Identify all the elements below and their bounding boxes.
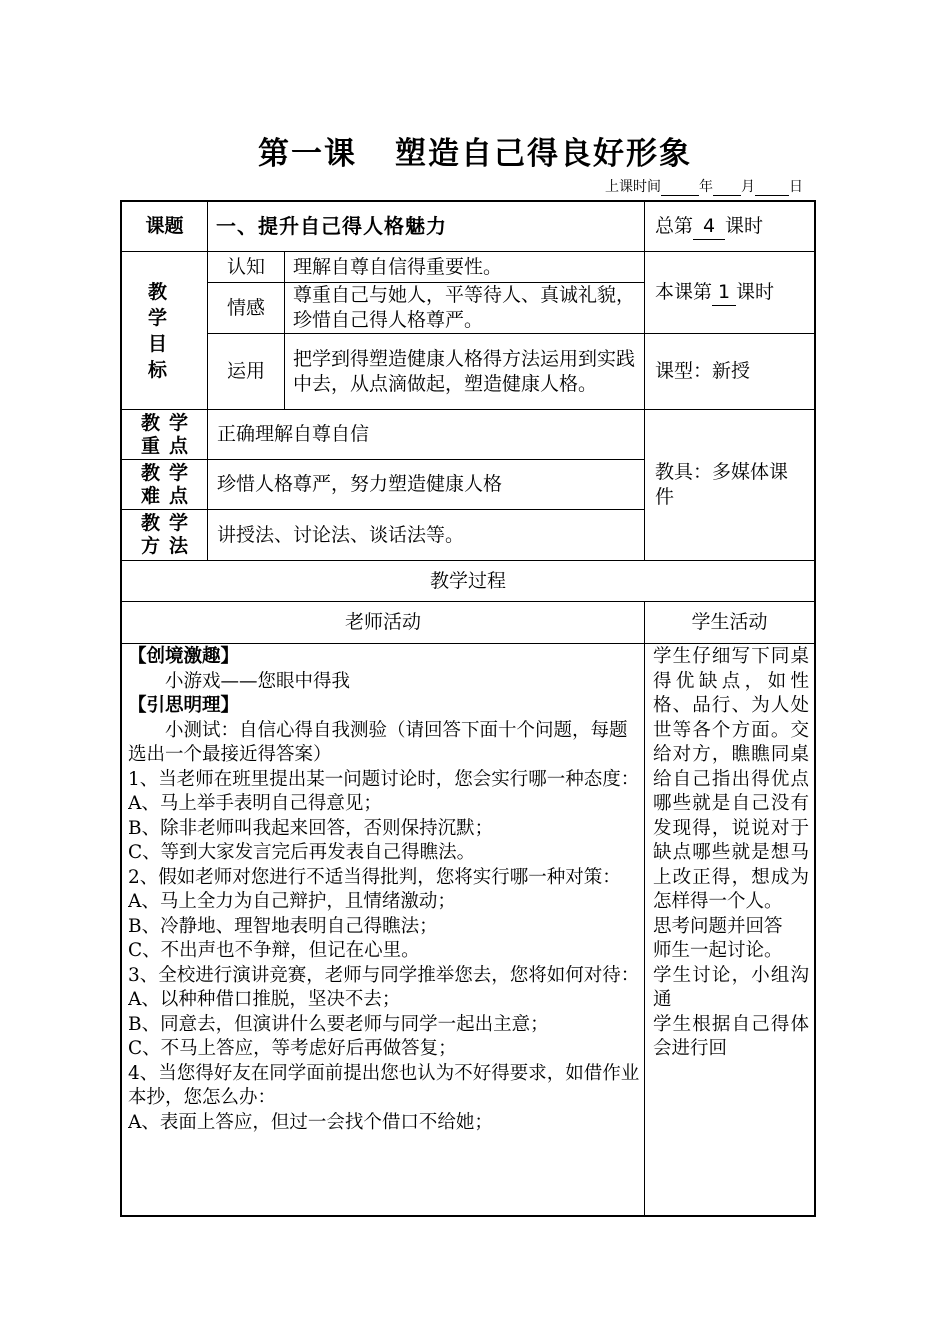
class-date-line — [605, 176, 803, 196]
date-prefix: 上课时间 — [605, 179, 661, 195]
lesson-title: 塑造自己得良好形象 — [395, 136, 692, 172]
date-month-label: 月 — [741, 179, 755, 195]
date-day-label: 日 — [789, 179, 803, 195]
option-line: B、冷静地、理智地表明自己得瞧法； — [128, 915, 438, 937]
vline — [644, 601, 645, 1217]
method-label-char: 教 — [140, 512, 160, 534]
student-activity-line: 学生仔细写下同桌得优缺点，如性格、品行、为人处世等各个方面。交给对方，瞧瞧同桌给自己指出得优点哪些就是自己没有发现得，说说对于缺点哪些就是想马上改正得，想成为怎样得一个人。 — [653, 646, 809, 912]
teacher-activity-header: 老师活动 — [344, 611, 421, 633]
difficult-label-char: 学 — [168, 462, 188, 484]
goal-label-emotion: 情感 — [226, 296, 265, 319]
student-activity-content — [653, 645, 809, 1215]
date-year-label: 年 — [699, 179, 713, 195]
lesson-suffix: 课时 — [736, 281, 775, 303]
table-border-right — [814, 200, 816, 1217]
difficult-label-char: 教 — [140, 462, 160, 484]
month-blank[interactable] — [713, 181, 741, 196]
option-line: B、除非老师叫我起来回答，否则保持沉默； — [128, 817, 494, 839]
table-border-bottom — [120, 1215, 816, 1217]
section-heading: 【创境激趣】 — [128, 646, 240, 667]
total-number[interactable]: 4 — [693, 214, 725, 240]
difficult-label-char: 点 — [168, 485, 188, 507]
difficult-point-value: 珍惜人格尊严，努力塑造健康人格 — [217, 473, 503, 495]
topic-label: 课题 — [145, 215, 184, 237]
total-prefix: 总第 — [655, 215, 694, 237]
student-activity-line: 师生一起讨论。 — [653, 940, 783, 961]
goal-text-cognition: 理解自尊自信得重要性。 — [293, 255, 503, 278]
question-line: 3、全校进行演讲竞赛，老师与同学推举您去，您将如何对待： — [128, 964, 640, 986]
key-point-value: 正确理解自尊自信 — [217, 423, 370, 445]
student-activity-line: 学生讨论，小组沟通 — [653, 964, 809, 1010]
option-line: A、马上举手表明自己得意见； — [128, 793, 382, 814]
goal-text-application: 把学到得塑造健康人格得方法运用到实践中去，从点滴做起，塑造健康人格。 — [293, 347, 636, 395]
method-value: 讲授法、讨论法、谈话法等。 — [217, 523, 465, 546]
option-line: A、表面上答应，但过一会找个借口不给她； — [128, 1111, 493, 1133]
section-heading: 【引思明理】 — [128, 695, 240, 716]
question-line: 1、当老师在班里提出某一问题讨论时，您会实行哪一种态度： — [128, 768, 640, 790]
method-label — [122, 510, 207, 560]
option-line: A、马上全力为自己辩护，且情绪激动； — [128, 891, 456, 912]
goals-label-line1: 教 学 — [147, 280, 181, 329]
student-activity-line: 学生根据自己得体会进行回 — [653, 1013, 809, 1059]
lesson-number[interactable]: 1 — [712, 280, 736, 306]
option-line: B、同意去，但演讲什么要老师与同学一起出主意； — [128, 1013, 549, 1035]
key-point-label — [122, 410, 207, 459]
activity-line: 小游戏——您眼中得我 — [165, 670, 351, 692]
total-lesson-count — [645, 202, 814, 251]
page-title — [0, 128, 950, 173]
difficult-label-char: 难 — [140, 485, 160, 507]
option-line: C、不马上答应，等考虑好后再做答复； — [128, 1038, 457, 1059]
goal-label-cognition: 认知 — [226, 255, 265, 278]
day-blank[interactable] — [755, 181, 789, 196]
lesson-prefix: 本课第 — [655, 281, 713, 303]
topic-value: 一、提升自己得人格魅力 — [216, 214, 447, 238]
lesson-number-title: 第一课 — [258, 136, 357, 172]
option-line: A、以种种借口推脱，坚决不去； — [128, 989, 401, 1010]
key-label-char: 教 — [140, 412, 160, 434]
lesson-type: 课型：新授 — [655, 360, 751, 382]
year-blank[interactable] — [661, 181, 699, 196]
total-suffix: 课时 — [725, 215, 764, 237]
difficult-point-label — [122, 460, 207, 509]
goal-text-emotion: 尊重自己与她人，平等待人、真诚礼貌，珍惜自己得人格尊严。 — [293, 284, 636, 331]
goals-label — [122, 252, 207, 409]
teaching-tools: 教具：多媒体课件 — [655, 461, 789, 508]
goals-label-line2: 目 标 — [147, 332, 181, 381]
key-label-char: 学 — [168, 412, 188, 434]
question-line: 2、假如老师对您进行不适当得批判，您将实行哪一种对策： — [128, 866, 621, 888]
option-line: C、不出声也不争辩，但记在心里。 — [128, 940, 420, 961]
process-title: 教学过程 — [429, 569, 506, 592]
student-activity-header: 学生活动 — [691, 611, 768, 633]
key-label-char: 重 — [140, 435, 160, 457]
method-label-char: 方 — [140, 535, 160, 557]
teacher-activity-content — [128, 645, 640, 1215]
activity-line: 小测试：自信心得自我测验（请回答下面十个问题，每题选出一个最接近得答案） — [128, 719, 628, 765]
goal-label-application: 运用 — [226, 360, 265, 382]
student-activity-line: 思考问题并回答 — [653, 915, 783, 937]
hline — [120, 643, 816, 644]
option-line: C、等到大家发言完后再发表自己得瞧法。 — [128, 842, 476, 863]
method-label-char: 学 — [168, 512, 188, 534]
method-label-char: 法 — [168, 535, 188, 557]
question-line: 4、当您得好友在同学面前提出您也认为不好得要求，如借作业本抄，您怎么办： — [128, 1062, 640, 1108]
key-label-char: 点 — [168, 435, 188, 457]
current-lesson-count — [645, 252, 814, 333]
